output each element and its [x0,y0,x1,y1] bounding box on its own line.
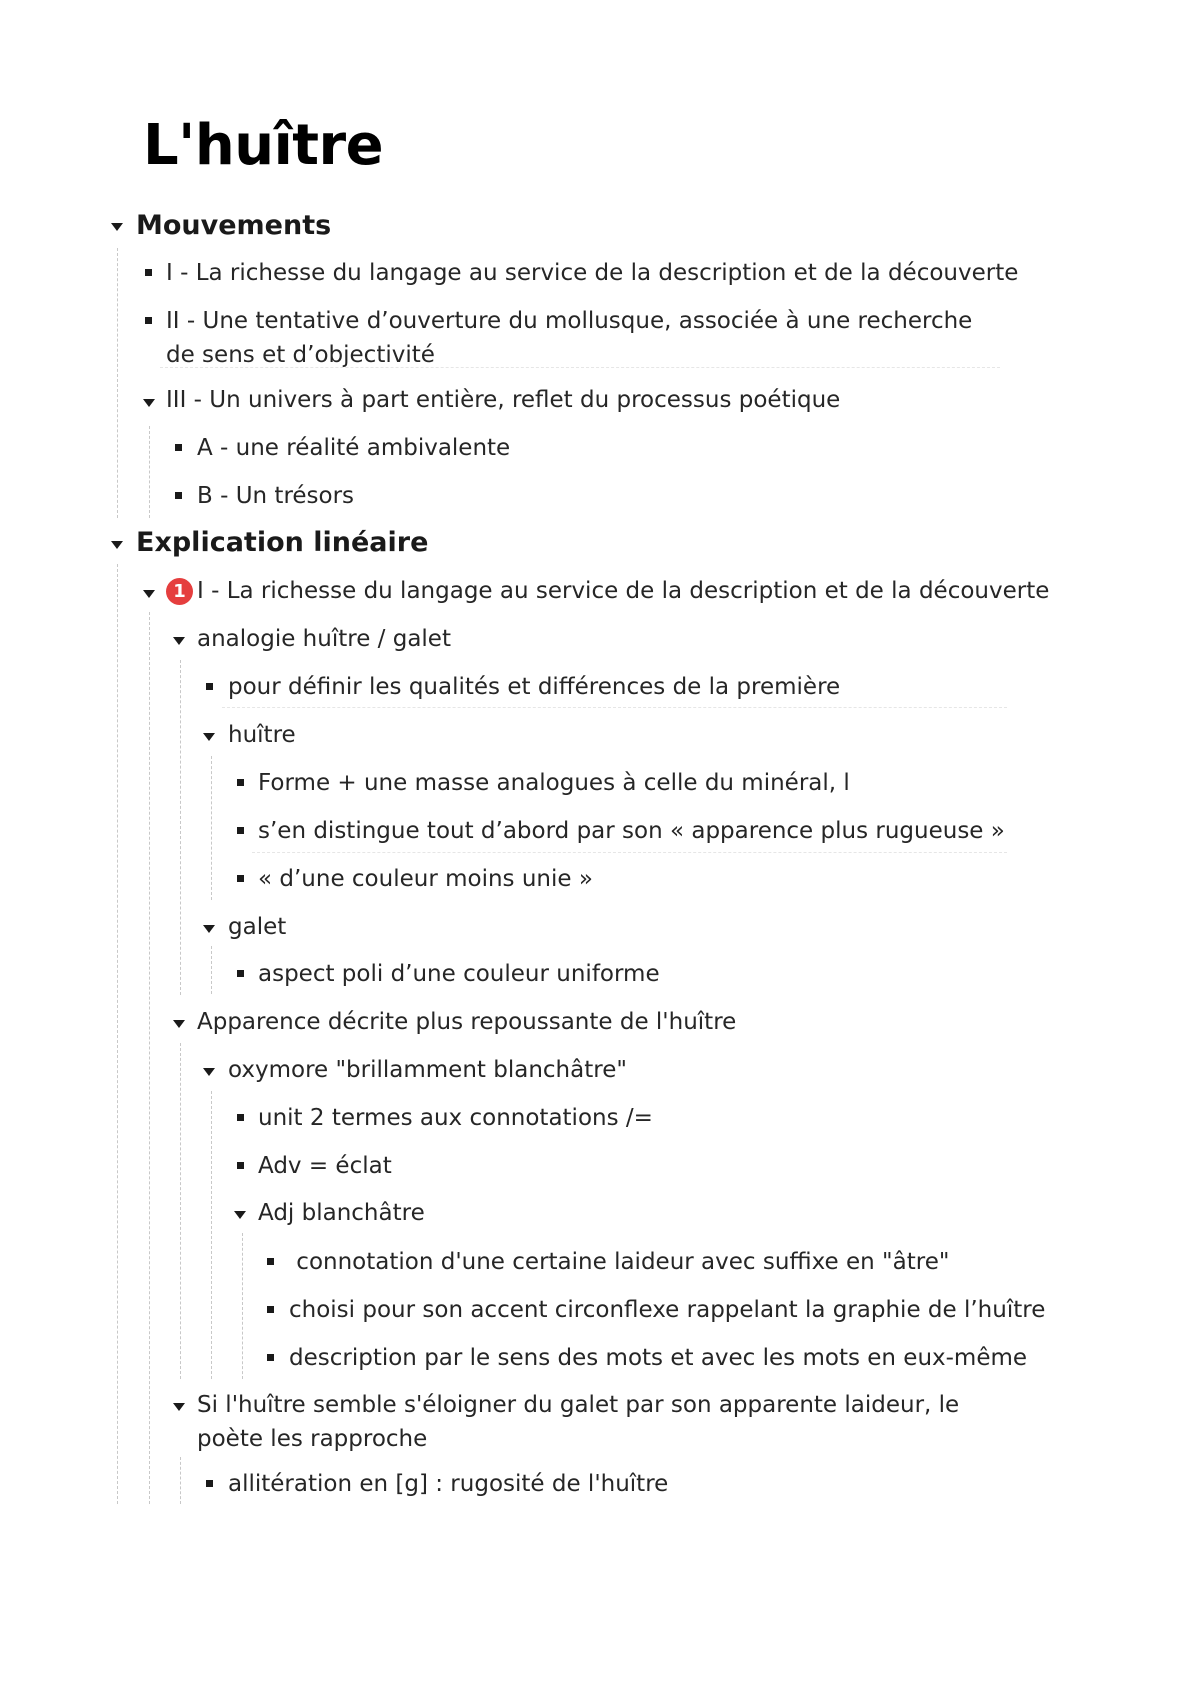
list-item: analogie huître / galet [197,626,451,652]
collapse-toggle-icon[interactable] [111,541,123,549]
list-item: Adj blanchâtre [258,1200,425,1226]
guide-explication [117,564,118,1504]
collapse-toggle-icon[interactable] [173,1403,185,1411]
list-item: huître [228,722,296,748]
list-item: aspect poli d’une couleur uniforme [258,961,660,987]
guide-oxymore [211,1091,212,1379]
bullet-icon [237,875,244,882]
list-item: Adv = éclat [258,1153,392,1179]
collapse-toggle-icon[interactable] [111,223,123,231]
list-item: unit 2 termes aux connotations /= [258,1105,653,1131]
row-separator [222,707,1007,708]
list-item: I - La richesse du langage au service de la description et de la découverte [197,578,1050,604]
collapse-toggle-icon[interactable] [173,637,185,645]
bullet-icon [175,444,182,451]
section-heading-mouvements: Mouvements [136,210,332,241]
list-item: « d’une couleur moins unie » [258,866,593,892]
guide-adj [242,1233,243,1379]
list-item: allitération en [g] : rugosité de l'huître [228,1471,669,1497]
section-heading-explication: Explication linéaire [136,527,429,558]
row-separator [252,852,1007,853]
bullet-icon [145,317,152,324]
bullet-icon [206,1480,213,1487]
bullet-icon [175,492,182,499]
list-item: Forme + une masse analogues à celle du minéral, l [258,770,850,796]
guide-mouvements-iii [149,426,150,518]
list-item: choisi pour son accent circonflexe rappelant la graphie de l’huître [289,1297,1046,1323]
bullet-icon [237,1162,244,1169]
guide-part1 [149,612,150,1504]
list-item: Si l'huître semble s'éloigner du galet par son apparente laideur, le poète les rapproche [197,1392,960,1452]
list-item: B - Un trésors [197,483,355,509]
list-item: III - Un univers à part entière, reflet du processus poétique [166,387,841,413]
bullet-icon [267,1306,274,1313]
guide-apparence [180,1043,181,1379]
collapse-toggle-icon[interactable] [203,733,215,741]
list-item: II - Une tentative d’ouverture du mollusque, associée à une recherche de sens et d’objectivité [166,308,973,368]
collapse-toggle-icon[interactable] [143,590,155,598]
bullet-icon [206,683,213,690]
bullet-icon [267,1258,274,1265]
list-item: s’en distingue tout d’abord par son « apparence plus rugueuse » [258,818,1005,844]
list-item: connotation d'une certaine laideur avec suffixe en "âtre" [289,1249,950,1275]
bullet-icon [237,1114,244,1121]
bullet-icon [145,269,152,276]
guide-galet [211,946,212,994]
guide-mouvements [117,248,118,518]
list-item: oxymore "brillamment blanchâtre" [228,1057,627,1083]
list-item: Apparence décrite plus repoussante de l'huître [197,1009,737,1035]
bullet-icon [237,970,244,977]
bullet-icon [267,1354,274,1361]
list-item: pour définir les qualités et différences de la première [228,674,841,700]
collapse-toggle-icon[interactable] [143,399,155,407]
collapse-toggle-icon[interactable] [203,925,215,933]
guide-rapproche [180,1457,181,1504]
bullet-icon [237,827,244,834]
guide-analogie [180,660,181,995]
collapse-toggle-icon[interactable] [203,1068,215,1076]
guide-huitre [211,756,212,900]
bullet-icon [237,779,244,786]
number-badge-icon: 1 [166,578,193,605]
list-item: galet [228,914,287,940]
list-item: I - La richesse du langage au service de la description et de la découverte [166,260,1019,286]
list-item: A - une réalité ambivalente [197,435,511,461]
list-item: description par le sens des mots et avec les mots en eux-même [289,1345,1028,1371]
collapse-toggle-icon[interactable] [173,1020,185,1028]
page-title: L'huître [143,113,384,178]
collapse-toggle-icon[interactable] [234,1211,246,1219]
